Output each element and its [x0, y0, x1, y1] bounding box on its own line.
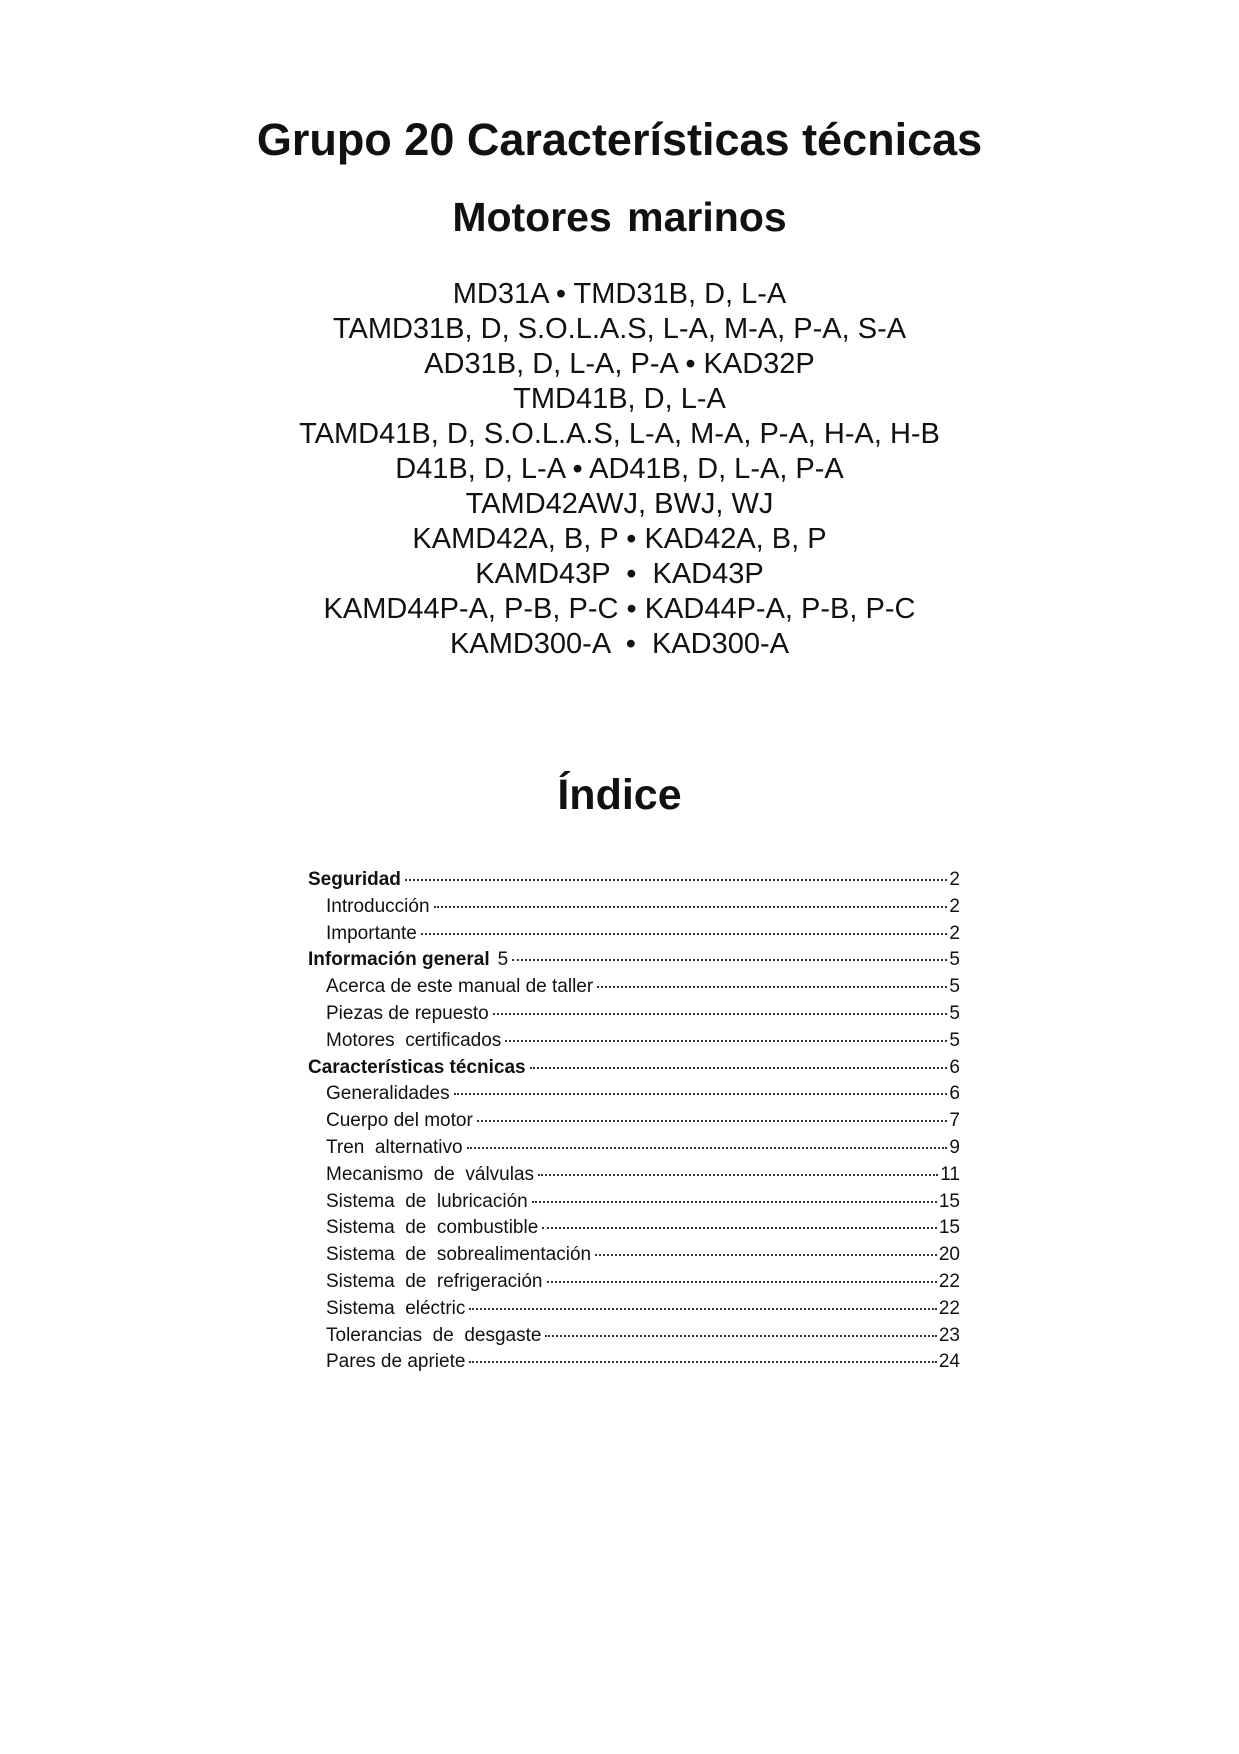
toc-entry-title: Tren alternativo [326, 1136, 463, 1158]
toc-entry-label [326, 1349, 465, 1376]
table-of-contents [308, 867, 960, 1376]
toc-dot-leader [505, 1040, 947, 1042]
toc-entry-label [326, 1001, 489, 1028]
engine-model-line: TMD41B, D, L-A [513, 383, 726, 415]
toc-dot-leader [493, 1013, 948, 1015]
toc-subsection-entry[interactable] [308, 1001, 960, 1028]
toc-entry-title: Sistema eléctric [326, 1297, 466, 1319]
toc-page-number: 5 [949, 976, 960, 998]
engine-model-line: AD31B, D, L-A, P-A • KAD32P [424, 348, 815, 380]
toc-dot-leader [597, 986, 947, 988]
toc-dot-leader [405, 879, 948, 881]
toc-entry-label [326, 1081, 450, 1108]
toc-page-number: 15 [938, 1190, 960, 1212]
toc-page-number: 6 [949, 1056, 960, 1078]
engine-model-list [0, 277, 1239, 662]
toc-entry-label [326, 974, 593, 1001]
toc-dot-leader [469, 1308, 936, 1310]
engine-model-line: TAMD41B, D, S.O.L.A.S, L-A, M-A, P-A, H-A, H-B [299, 418, 940, 450]
toc-entry-label [308, 867, 401, 894]
toc-entry-label [326, 894, 430, 921]
document-title: Grupo 20 Características técnicas [256, 114, 983, 165]
toc-entry-title: Pares de apriete [326, 1351, 466, 1373]
document-subtitle: Motores marinos [452, 194, 787, 240]
toc-page-number: 22 [938, 1270, 960, 1292]
toc-subsection-entry[interactable] [308, 921, 960, 948]
toc-dot-leader [595, 1254, 937, 1256]
toc-entry-label [326, 1028, 501, 1055]
toc-entry-label [326, 1162, 534, 1189]
toc-dot-leader [477, 1120, 948, 1122]
toc-page-number: 22 [938, 1297, 960, 1319]
toc-entry-label [308, 947, 508, 974]
toc-subsection-entry[interactable] [308, 1189, 960, 1216]
toc-entry-title: Cuerpo del motor [326, 1110, 473, 1132]
toc-entry-title: Importante [326, 922, 417, 944]
toc-page-number: 5 [949, 1002, 960, 1024]
toc-subsection-entry[interactable] [308, 1323, 960, 1350]
toc-dot-leader [542, 1227, 937, 1229]
toc-dot-leader [454, 1093, 948, 1095]
toc-entry-label [326, 1296, 465, 1323]
toc-dot-leader [547, 1281, 937, 1283]
toc-subsection-entry[interactable] [308, 974, 960, 1001]
toc-subsection-entry[interactable] [308, 1081, 960, 1108]
index-title: Índice [557, 771, 682, 819]
toc-entry-title: Motores certificados [326, 1029, 502, 1051]
toc-page-number: 24 [938, 1351, 960, 1373]
toc-entry-label [326, 1108, 473, 1135]
toc-subsection-entry[interactable] [308, 1135, 960, 1162]
toc-subsection-entry[interactable] [308, 1215, 960, 1242]
toc-dot-leader [434, 906, 948, 908]
toc-entry-title: Sistema de sobrealimentación [326, 1244, 592, 1266]
engine-model-line: MD31A • TMD31B, D, L-A [452, 278, 787, 310]
toc-entry-title: Acerca de este manual de taller [326, 976, 594, 998]
toc-entry-label [326, 1323, 541, 1350]
toc-subsection-entry[interactable] [308, 1349, 960, 1376]
toc-page-number: 11 [940, 1163, 960, 1185]
toc-page-number: 2 [949, 922, 960, 944]
toc-entry-label [326, 1242, 591, 1269]
toc-subsection-entry[interactable] [308, 1242, 960, 1269]
toc-dot-leader [532, 1201, 937, 1203]
toc-subsection-entry[interactable] [308, 1162, 960, 1189]
toc-dot-leader [545, 1335, 936, 1337]
toc-entry-label [326, 1189, 528, 1216]
toc-subsection-entry[interactable] [308, 1028, 960, 1055]
toc-entry-title: Generalidades [326, 1083, 450, 1105]
toc-entry-title: Tolerancias de desgaste [326, 1324, 542, 1346]
toc-subsection-entry[interactable] [308, 894, 960, 921]
toc-section-entry[interactable] [308, 947, 960, 974]
toc-entry-title: Introducción [326, 895, 430, 917]
toc-entry-title: Información general [308, 949, 490, 971]
engine-model-line: KAMD43P • KAD43P [475, 558, 764, 590]
toc-entry-extra-page: 5 [497, 949, 509, 971]
engine-model-line: TAMD42AWJ, BWJ, WJ [465, 488, 774, 520]
toc-subsection-entry[interactable] [308, 1296, 960, 1323]
toc-page-number: 5 [949, 1029, 960, 1051]
toc-page-number: 2 [949, 895, 960, 917]
toc-entry-label [308, 1055, 526, 1082]
engine-model-line: KAMD300-A • KAD300-A [450, 628, 789, 660]
toc-dot-leader [538, 1174, 938, 1176]
toc-dot-leader [421, 933, 948, 935]
toc-dot-leader [467, 1147, 948, 1149]
toc-entry-label [326, 921, 417, 948]
toc-page-number: 15 [938, 1217, 960, 1239]
engine-model-line: KAMD44P-A, P-B, P-C • KAD44P-A, P-B, P-C [323, 593, 916, 625]
engine-model-line: D41B, D, L-A • AD41B, D, L-A, P-A [395, 453, 844, 485]
toc-entry-title: Piezas de repuesto [326, 1002, 489, 1024]
toc-page-number: 20 [938, 1244, 960, 1266]
toc-page-number: 9 [949, 1136, 960, 1158]
toc-page-number: 2 [949, 869, 960, 890]
toc-page-number: 5 [949, 949, 960, 971]
toc-entry-title: Sistema de refrigeración [326, 1270, 543, 1292]
toc-page-number: 6 [949, 1083, 960, 1105]
toc-section-entry[interactable] [308, 867, 960, 894]
toc-subsection-entry[interactable] [308, 1108, 960, 1135]
toc-entry-title: Características técnicas [308, 1056, 526, 1078]
toc-entry-label [326, 1135, 463, 1162]
toc-subsection-entry[interactable] [308, 1269, 960, 1296]
toc-dot-leader [512, 959, 947, 961]
toc-entry-title: Seguridad [308, 869, 401, 890]
engine-model-line: TAMD31B, D, S.O.L.A.S, L-A, M-A, P-A, S-A [332, 313, 907, 345]
toc-page-number: 23 [938, 1324, 960, 1346]
toc-entry-label [326, 1269, 543, 1296]
toc-entry-title: Sistema de lubricación [326, 1190, 528, 1212]
toc-section-entry[interactable] [308, 1055, 960, 1082]
toc-entry-title: Sistema de combustible [326, 1217, 539, 1239]
engine-model-line: KAMD42A, B, P • KAD42A, B, P [412, 523, 827, 555]
toc-entry-label [326, 1215, 538, 1242]
toc-dot-leader [469, 1361, 936, 1363]
toc-page-number: 7 [949, 1110, 960, 1132]
toc-entry-title: Mecanismo de válvulas [326, 1163, 535, 1185]
toc-dot-leader [530, 1067, 948, 1069]
